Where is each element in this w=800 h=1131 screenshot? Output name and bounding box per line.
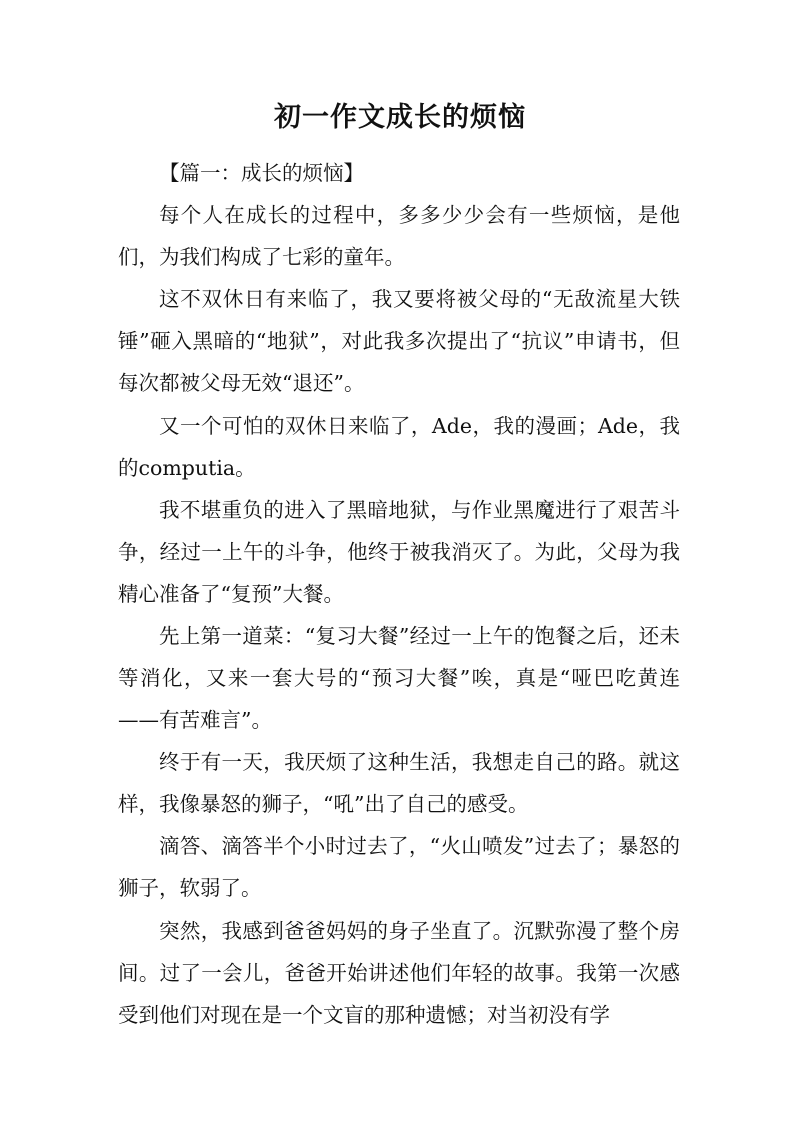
paragraph: 每个人在成长的过程中，多多少少会有一些烦恼，是他们，为我们构成了七彩的童年。 [118, 203, 680, 270]
paragraph: 先上第一道菜：“复习大餐”经过一上午的饱餐之后，还未等消化，又来一套大号的“预习大餐”唉，真是“哑巴吃黄连——有苦难言”。 [118, 623, 680, 732]
paragraph: 这不双休日有来临了，我又要将被父母的“无敌流星大铁锤”砸入黑暗的“地狱”，对此我多次提出了“抗议”申请书，但每次都被父母无效“退还”。 [118, 287, 680, 396]
paragraph: 终于有一天，我厌烦了这种生活，我想走自己的路。就这样，我像暴怒的狮子，“吼”出了自己的感受。 [118, 750, 680, 817]
section-heading: 【篇一：成长的烦恼】 [159, 161, 364, 185]
paragraph: 又一个可怕的双休日来临了，Ade，我的漫画；Ade，我的computia。 [118, 413, 680, 480]
paragraph: 突然，我感到爸爸妈妈的身子坐直了。沉默弥漫了整个房间。过了一会儿，爸爸开始讲述他们年轻的故事。我第一次感受到他们对现在是一个文盲的那种遗憾；对当初没有学 [118, 918, 680, 1027]
paragraph: 我不堪重负的进入了黑暗地狱，与作业黑魔进行了艰苦斗争，经过一上午的斗争，他终于被我消灭了。为此，父母为我精心准备了“复预”大餐。 [118, 497, 680, 606]
document-body [118, 152, 680, 1036]
paragraph: 滴答、滴答半个小时过去了，“火山喷发”过去了；暴怒的狮子，软弱了。 [118, 834, 680, 901]
document-title: 初一作文成长的烦恼 [274, 102, 526, 133]
